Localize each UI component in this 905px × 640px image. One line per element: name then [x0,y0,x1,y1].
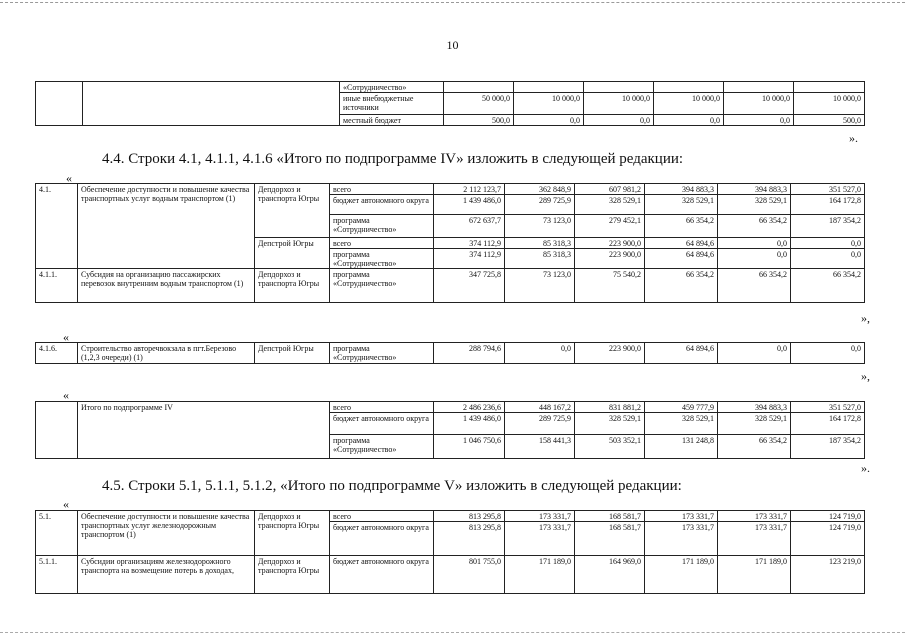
table-row [36,556,865,594]
table-row [36,269,865,303]
value-cell: 223 900,0 [575,343,645,364]
source: программа «Сотрудничество» [330,269,434,303]
value-cell: 10 000,0 [584,93,654,115]
value-cell: 85 318,3 [505,238,575,249]
value-cell: 173 331,7 [505,511,575,522]
source: бюджет автономного округа [330,413,434,435]
section-heading-4-4: 4.4. Строки 4.1, 4.1.1, 4.1.6 «Итого по подпрограмме IV» изложить в следующей редакции: [102,151,684,167]
value-cell [444,82,514,93]
source: бюджет автономного округа [330,522,434,556]
value-cell: 85 318,3 [505,249,575,269]
source: всего [330,511,434,522]
value-cell [584,82,654,93]
empty-cell [36,82,83,126]
source: программа «Сотрудничество» [330,249,434,269]
measure-name: Строительство автоpечвокзала в пгт.Березово (1,2,3 очереди) (1) [78,343,255,364]
source: программа «Сотрудничество» [330,343,434,364]
value-cell: 831 881,2 [575,402,645,413]
row-number: 4.1.1. [36,269,78,303]
value-cell: 394 883,3 [645,184,718,195]
row-number: 4.1. [36,184,78,269]
value-cell: 173 331,7 [718,522,791,556]
value-cell: 2 112 123,7 [434,184,505,195]
value-cell: 0,0 [654,115,724,126]
row-4-1-6-table [35,342,865,364]
executor: Депстрой Югры [255,238,330,269]
row-number: 4.1.6. [36,343,78,364]
value-cell: 0,0 [718,238,791,249]
value-cell: 328 529,1 [645,195,718,215]
closing-quote: ». [849,131,858,145]
value-cell: 173 331,7 [645,522,718,556]
value-cell: 607 981,2 [575,184,645,195]
measure-name: Обеспечение доступности и повышение качества транспортных услуг водным транспортом (1) [78,184,255,269]
value-cell: 503 352,1 [575,435,645,459]
value-cell: 223 900,0 [575,238,645,249]
value-cell: 171 189,0 [645,556,718,594]
value-cell: 813 295,8 [434,522,505,556]
value-cell: 50 000,0 [444,93,514,115]
value-cell: 288 794,6 [434,343,505,364]
value-cell: 158 441,3 [505,435,575,459]
measure-name: Субсидии организациям железнодорожного транспорта на возмещение потерь в доходах, [78,556,255,594]
page-number: 10 [446,38,459,52]
empty-cell [83,82,340,126]
value-cell: 347 725,8 [434,269,505,303]
value-cell: 10 000,0 [514,93,584,115]
value-cell: 289 725,9 [505,195,575,215]
value-cell: 289 725,9 [505,413,575,435]
value-cell: 0,0 [718,343,791,364]
value-cell: 66 354,2 [645,215,718,238]
value-cell: 171 189,0 [505,556,575,594]
value-cell: 328 529,1 [575,413,645,435]
value-cell: 66 354,2 [718,215,791,238]
value-cell: 164 969,0 [575,556,645,594]
value-cell: 813 295,8 [434,511,505,522]
source: бюджет автономного округа [330,556,434,594]
table-row [36,82,865,93]
value-cell: 0,0 [791,249,865,269]
value-cell: 10 000,0 [654,93,724,115]
value-cell: 500,0 [794,115,865,126]
value-cell: 394 883,3 [718,402,791,413]
continuation-table [35,81,865,126]
value-cell: 124 719,0 [791,522,865,556]
row-number: 5.1.1. [36,556,78,594]
value-cell: 10 000,0 [794,93,865,115]
value-cell: 0,0 [514,115,584,126]
value-cell: 171 189,0 [718,556,791,594]
table-row [36,343,865,364]
value-cell: 187 354,2 [791,435,865,459]
value-cell: 64 894,6 [645,238,718,249]
value-cell: 279 452,1 [575,215,645,238]
value-cell: 328 529,1 [575,195,645,215]
section-heading-4-5: 4.5. Строки 5.1, 5.1.1, 5.1.2, «Итого по подпрограмме V» изложить в следующей редакции: [102,478,682,494]
value-cell: 374 112,9 [434,238,505,249]
opening-quote: « [63,388,69,402]
value-cell: 66 354,2 [645,269,718,303]
subprogram-5-table [35,510,865,594]
value-cell: 328 529,1 [645,413,718,435]
value-cell [724,82,794,93]
value-cell: 66 354,2 [718,435,791,459]
source: иные внебюджетные источники [340,93,444,115]
source: программа «Сотрудничество» [330,435,434,459]
value-cell: 351 527,0 [791,184,865,195]
measure-name: Субсидия на организацию пассажирских перевозок внутренним водным транспортом (1) [78,269,255,303]
value-cell: 0,0 [791,343,865,364]
value-cell: 328 529,1 [718,413,791,435]
value-cell: 223 900,0 [575,249,645,269]
value-cell: 362 848,9 [505,184,575,195]
value-cell: 0,0 [724,115,794,126]
value-cell: 66 354,2 [718,269,791,303]
source: бюджет автономного округа [330,195,434,215]
scan-top-edge [0,2,905,3]
table-row [36,184,865,195]
closing-quote: », [861,369,870,383]
executor: Депдорхоз и транспорта Югры [255,184,330,238]
executor: Депдорхоз и транспорта Югры [255,511,330,556]
source: всего [330,184,434,195]
executor: Депдорхоз и транспорта Югры [255,269,330,303]
value-cell: 0,0 [584,115,654,126]
value-cell: 168 581,7 [575,511,645,522]
value-cell: 187 354,2 [791,215,865,238]
value-cell: 75 540,2 [575,269,645,303]
total-subprogram-4-table [35,401,865,459]
executor: Депстрой Югры [255,343,330,364]
value-cell: 448 167,2 [505,402,575,413]
executor: Депдорхоз и транспорта Югры [255,556,330,594]
value-cell: 173 331,7 [718,511,791,522]
value-cell: 1 439 486,0 [434,195,505,215]
value-cell: 0,0 [505,343,575,364]
row-number: 5.1. [36,511,78,556]
value-cell: 123 219,0 [791,556,865,594]
subprogram-4-table [35,183,865,303]
value-cell: 1 046 750,6 [434,435,505,459]
closing-quote: », [861,311,870,325]
value-cell: 173 331,7 [645,511,718,522]
value-cell: 10 000,0 [724,93,794,115]
value-cell: 351 527,0 [791,402,865,413]
source: всего [330,402,434,413]
value-cell: 374 112,9 [434,249,505,269]
scan-bottom-edge [0,632,905,633]
opening-quote: « [63,497,69,511]
value-cell: 0,0 [791,238,865,249]
source: местный бюджет [340,115,444,126]
value-cell: 164 172,8 [791,413,865,435]
value-cell [794,82,865,93]
table-row [36,402,865,413]
opening-quote: « [63,330,69,344]
value-cell [514,82,584,93]
value-cell: 1 439 486,0 [434,413,505,435]
opening-quote: « [66,171,72,185]
table-row [36,511,865,522]
source: «Сотрудничество» [340,82,444,93]
value-cell [654,82,724,93]
value-cell: 173 331,7 [505,522,575,556]
measure-name: Обеспечение доступности и повышение качества транспортных услуг железнодорожным транспортом (1) [78,511,255,556]
value-cell: 394 883,3 [718,184,791,195]
row-number [36,402,78,459]
value-cell: 164 172,8 [791,195,865,215]
value-cell: 2 486 236,6 [434,402,505,413]
source: всего [330,238,434,249]
value-cell: 672 637,7 [434,215,505,238]
value-cell: 124 719,0 [791,511,865,522]
value-cell: 328 529,1 [718,195,791,215]
total-label: Итого по подпрограмме IV [78,402,330,459]
value-cell: 459 777,9 [645,402,718,413]
value-cell: 66 354,2 [791,269,865,303]
value-cell: 500,0 [444,115,514,126]
value-cell: 0,0 [718,249,791,269]
value-cell: 801 755,0 [434,556,505,594]
value-cell: 168 581,7 [575,522,645,556]
source: программа «Сотрудничество» [330,215,434,238]
value-cell: 131 248,8 [645,435,718,459]
value-cell: 73 123,0 [505,215,575,238]
value-cell: 64 894,6 [645,249,718,269]
value-cell: 64 894,6 [645,343,718,364]
value-cell: 73 123,0 [505,269,575,303]
closing-quote: ». [861,461,870,475]
